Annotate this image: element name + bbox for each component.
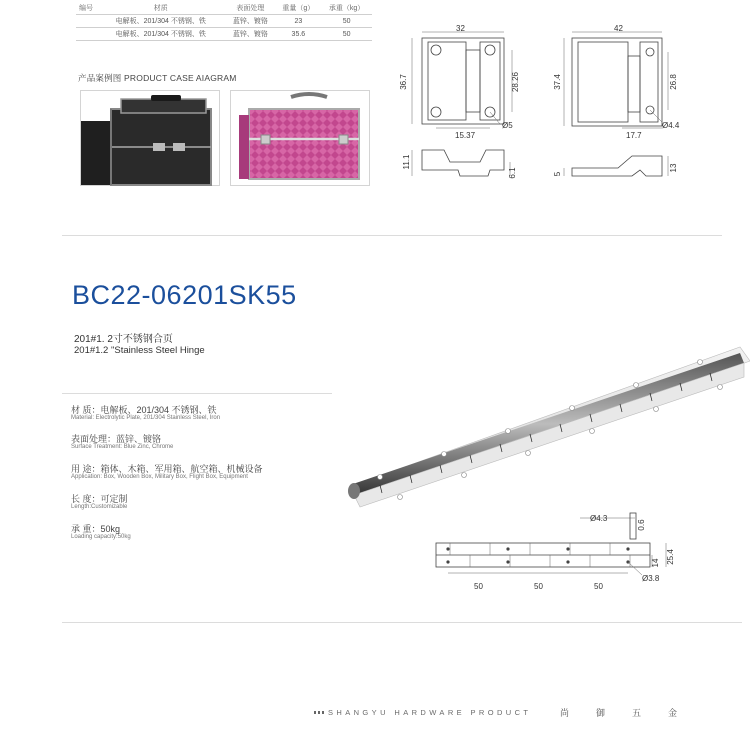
attr-material-en: Material: Electrolytic Plate, 201/304 Stainless Steel, Iron (71, 415, 221, 421)
table-cell: 电解板、201/304 不锈钢、铁 (96, 28, 225, 41)
svg-text:50: 50 (594, 582, 603, 591)
header-cell: 编号 (76, 2, 96, 15)
svg-text:17.7: 17.7 (626, 131, 642, 140)
attr-length-en: Length:Customizable (71, 504, 128, 510)
hinge-technical-drawings (400, 20, 740, 190)
footer-brand-cn-4: 金 (668, 708, 678, 718)
header-cell: 重量（g） (276, 2, 322, 15)
table-cell: 蓝锌、镀铬 (225, 28, 275, 41)
table-header-row (76, 2, 372, 15)
svg-text:Ø3.8: Ø3.8 (642, 574, 660, 583)
svg-text:5: 5 (553, 171, 562, 177)
case-image-black (80, 90, 220, 186)
table-row (76, 28, 372, 41)
svg-text:26.8: 26.8 (669, 74, 678, 90)
svg-text:37.4: 37.4 (553, 74, 562, 90)
case-section-title: 产品案例图 PRODUCT CASE AIAGRAM (78, 73, 237, 83)
svg-text:0.6: 0.6 (637, 519, 646, 531)
svg-text:25.4: 25.4 (666, 549, 675, 565)
table-cell: 23 (276, 15, 322, 28)
spec-table (76, 2, 372, 41)
svg-text:Ø4.4: Ø4.4 (662, 121, 680, 130)
table-cell (76, 28, 96, 41)
piano-hinge-photo (340, 335, 750, 510)
section-divider (62, 235, 722, 236)
svg-text:50: 50 (534, 582, 543, 591)
table-cell: 电解板、201/304 不锈钢、铁 (96, 15, 225, 28)
pink-case-illustration (231, 91, 369, 185)
table-row (76, 15, 372, 28)
footer-brand-cn-1: 尚 (560, 708, 570, 718)
svg-text:14: 14 (651, 558, 660, 568)
table-cell: 50 (321, 15, 372, 28)
svg-text:50: 50 (474, 582, 483, 591)
header-cell: 表面处理 (225, 2, 275, 15)
product-name-cn: 201#1. 2寸不锈钢合页 (74, 334, 173, 345)
svg-text:6.1: 6.1 (508, 167, 517, 179)
right-hinge-drawing (553, 24, 680, 176)
attr-length-cn: 长 度：可定制 (71, 494, 128, 504)
attr-divider (62, 393, 332, 394)
header-cell: 材质 (96, 2, 225, 15)
case-image-pink (230, 90, 370, 186)
piano-hinge-drawing (430, 505, 680, 605)
svg-text:13: 13 (669, 163, 678, 173)
black-case-illustration (81, 91, 219, 185)
attr-surface-en: Surface Treatment: Blue Zinc, Chrome (71, 444, 174, 450)
svg-text:42: 42 (614, 24, 623, 33)
svg-text:Ø5: Ø5 (502, 121, 513, 130)
svg-text:15.37: 15.37 (455, 131, 476, 140)
bottom-divider (62, 622, 742, 623)
svg-text:11.1: 11.1 (402, 154, 411, 170)
svg-text:36.7: 36.7 (399, 74, 408, 90)
header-cell: 承重（kg） (321, 2, 372, 15)
attr-loading-cn: 承 重：50kg (71, 524, 121, 534)
attr-material-cn: 材 质：电解板、201/304 不锈钢、铁 (71, 405, 217, 415)
footer-brand-cn-3: 五 (632, 708, 642, 718)
product-model: BC22-06201SK55 (72, 280, 297, 310)
attr-application-en: Application: Box, Wooden Box, Military Box, Flight Box, Equipment (71, 474, 248, 480)
table-cell (76, 15, 96, 28)
table-cell: 35.6 (276, 28, 322, 41)
svg-text:28.26: 28.26 (511, 71, 520, 93)
product-name-en: 201#1.2 "Stainless Steel Hinge (74, 345, 205, 356)
table-cell: 蓝锌、镀铬 (225, 15, 275, 28)
attr-loading-en: Loading capacity:50kg (71, 534, 131, 540)
svg-text:Ø4.3: Ø4.3 (590, 514, 608, 523)
dim-left-width: 32 (456, 24, 465, 33)
attr-surface-cn: 表面处理：蓝锌、镀铬 (71, 434, 162, 444)
attr-application-cn: 用 途：箱体、木箱、军用箱、航空箱、机械设备 (71, 464, 263, 474)
footer-dots-icon (314, 711, 324, 714)
table-cell: 50 (321, 28, 372, 41)
left-hinge-drawing (399, 24, 520, 179)
footer-brand-cn-2: 御 (596, 708, 606, 718)
footer-brand-en: SHANGYU HARDWARE PRODUCT (328, 708, 532, 717)
